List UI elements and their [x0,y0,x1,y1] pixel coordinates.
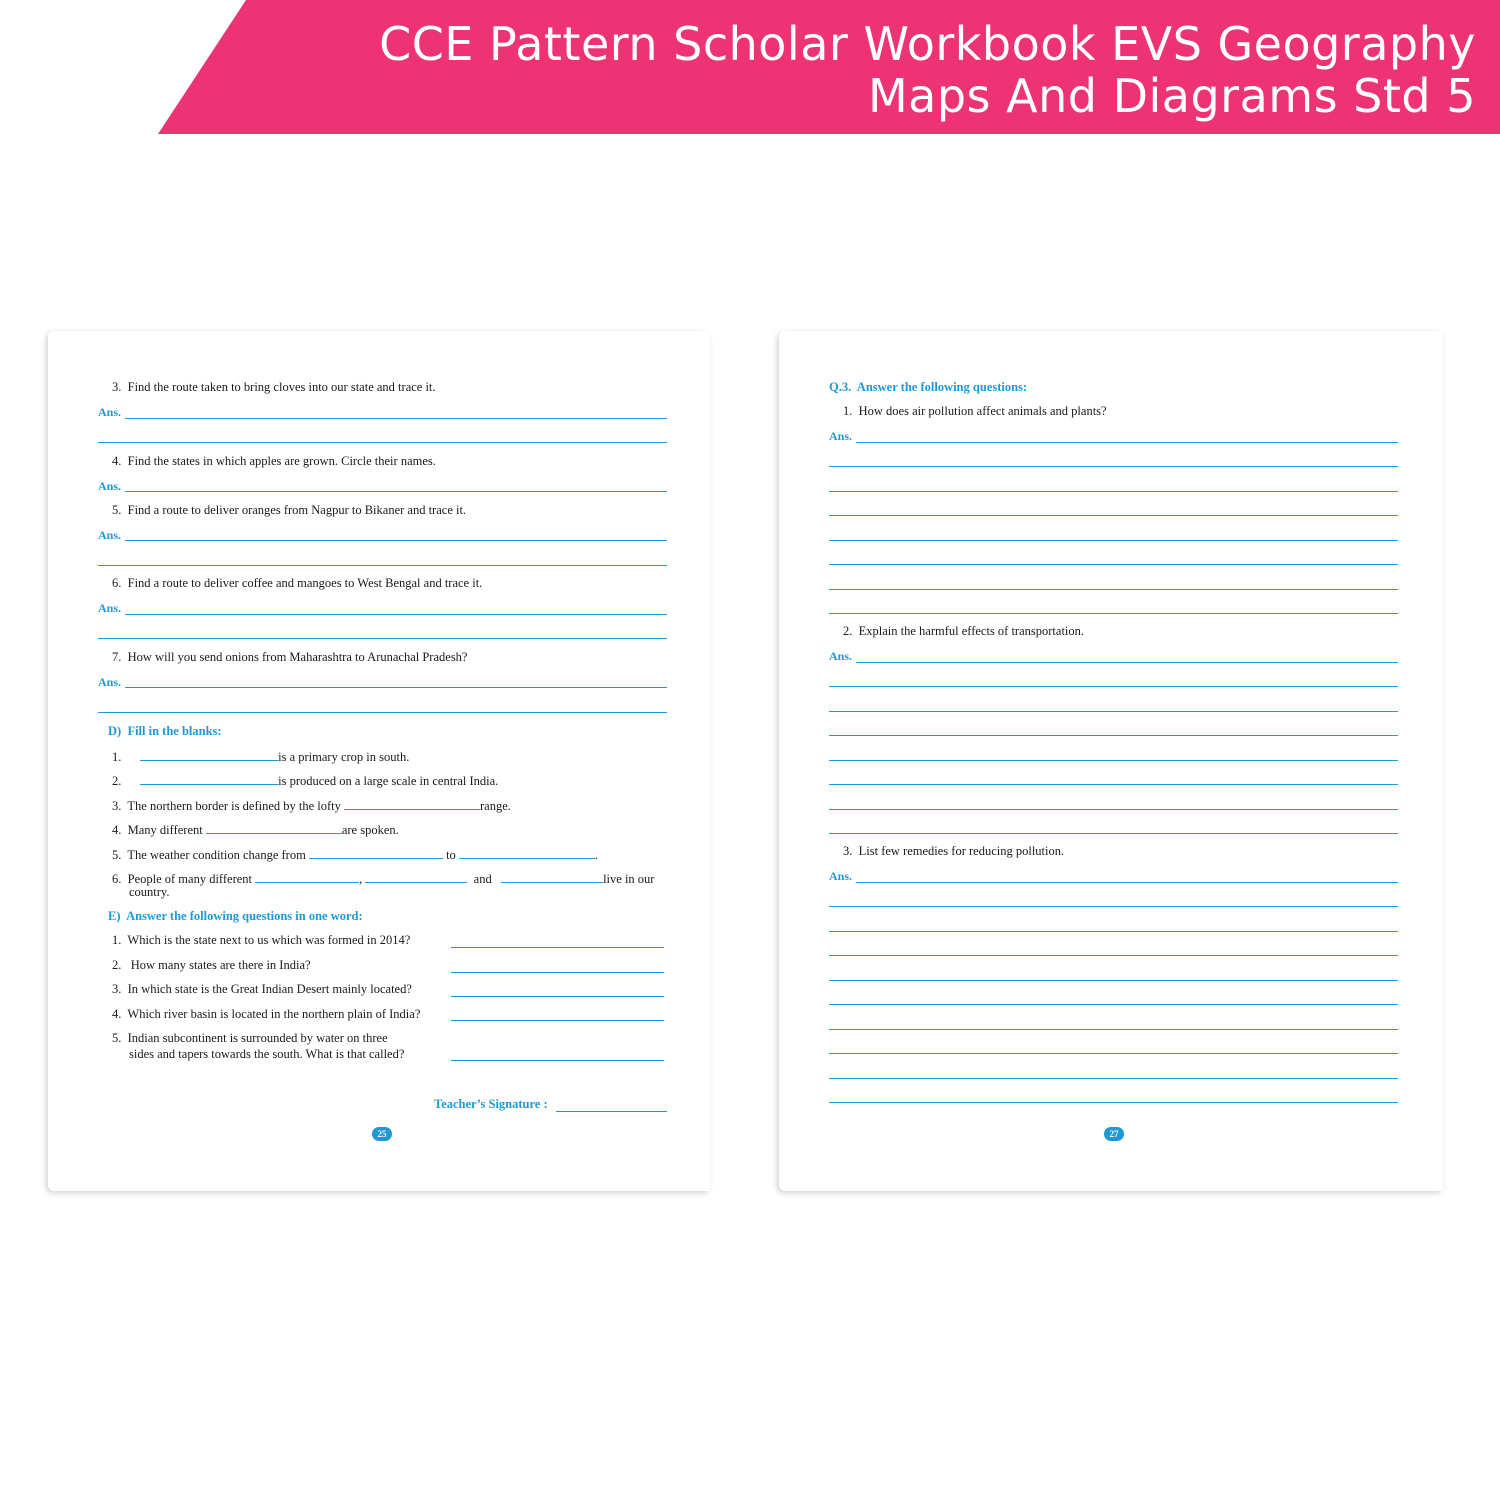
ans-label: Ans. [829,429,853,443]
blank-field[interactable] [140,748,278,761]
answer-line[interactable] [856,662,1398,663]
answer-line[interactable] [98,638,667,639]
item-text: The weather condition change from [127,848,306,862]
question-number: 3. [843,844,853,858]
question-1 [843,404,1107,419]
section-title: Answer the following questions: [856,380,1028,394]
one-word-answer-line[interactable] [451,1060,664,1061]
question-text: Find a route to deliver coffee and mangoes to West Bengal and trace it. [127,576,483,590]
question-number: 3. [112,380,122,394]
question-3 [843,844,1064,859]
answer-line[interactable] [829,589,1398,590]
answer-line[interactable] [98,442,667,443]
answer-line[interactable] [125,687,667,688]
answer-line[interactable] [829,735,1398,736]
answer-line[interactable] [98,565,667,566]
one-word-question-4 [112,1007,420,1022]
answer-line[interactable] [829,613,1398,614]
answer-line[interactable] [829,686,1398,687]
question-number: 4. [112,454,122,468]
item-text: In which state is the Great Indian Desert mainly located? [127,982,412,996]
ans-label: Ans. [98,405,122,419]
banner-title-line-2: Maps And Diagrams Std 5 [867,69,1476,123]
one-word-question-1 [112,933,410,948]
answer-line[interactable] [829,1029,1398,1030]
item-text: range. [480,799,511,813]
item-text: are spoken. [341,823,399,837]
answer-line[interactable] [829,784,1398,785]
teacher-signature-label: Teacher’s Signature : [434,1097,548,1111]
page-number: 25 [372,1127,392,1141]
item-number: 2. [112,958,122,972]
item-text: How many states are there in India? [130,958,311,972]
item-text: live in our [603,872,655,886]
question-text: Explain the harmful effects of transportation. [858,624,1085,638]
one-word-question-5 [112,1031,388,1046]
answer-line[interactable] [829,711,1398,712]
question-number: 1. [843,404,853,418]
question-4 [112,454,436,469]
answer-line[interactable] [829,491,1398,492]
section-label: Q.3. [829,380,852,394]
question-text: Find the states in which apples are grown. Circle their names. [127,454,436,468]
question-number: 2. [843,624,853,638]
answer-line[interactable] [125,491,667,492]
answer-line[interactable] [829,931,1398,932]
answer-line[interactable] [829,760,1398,761]
blank-field[interactable] [344,797,480,810]
item-text: is produced on a large scale in central India. [278,774,499,788]
item-number: 1. [112,750,122,764]
question-text: How does air pollution affect animals and plants? [858,404,1107,418]
question-number: 7. [112,650,122,664]
answer-line[interactable] [829,564,1398,565]
fill-blank-6 [112,870,654,887]
section-e-heading [108,909,363,924]
item-text: The northern border is defined by the lofty [127,799,341,813]
item-text: and [473,872,492,886]
section-title: Fill in the blanks: [127,724,222,738]
item-number: 5. [112,1031,122,1045]
question-2 [843,624,1084,639]
item-text: , [359,872,363,886]
workbook-page-25 [48,331,710,1191]
answer-line[interactable] [856,882,1398,883]
answer-line[interactable] [125,540,667,541]
item-text: Which is the state next to us which was formed in 2014? [127,933,411,947]
item-text: to [446,848,456,862]
page-number: 27 [1104,1127,1124,1141]
fill-blank-6-continuation: country. [129,885,170,899]
item-number: 4. [112,1007,122,1021]
banner-title [176,18,1476,122]
blank-field[interactable] [140,772,278,785]
question-number: 5. [112,503,122,517]
answer-line[interactable] [829,906,1398,907]
one-word-answer-line[interactable] [451,996,664,997]
answer-line[interactable] [829,833,1398,834]
question-6 [112,576,482,591]
fill-blank-4 [112,821,399,838]
answer-line[interactable] [829,980,1398,981]
ans-label: Ans. [98,479,122,493]
question-number: 6. [112,576,122,590]
item-number: 5. [112,848,122,862]
answer-line[interactable] [856,442,1398,443]
item-number: 3. [112,799,122,813]
answer-line[interactable] [98,712,667,713]
item-text: Many different [127,823,203,837]
answer-line[interactable] [829,1102,1398,1103]
blank-field[interactable] [501,870,603,883]
blank-field[interactable] [365,870,467,883]
item-text: Which river basin is located in the northern plain of India? [127,1007,421,1021]
answer-line[interactable] [829,515,1398,516]
item-text: . [594,848,599,862]
item-text: is a primary crop in south. [278,750,410,764]
question-5 [112,503,466,518]
section-title: Answer the following questions in one word: [126,909,363,923]
item-number: 6. [112,872,122,886]
one-word-answer-line[interactable] [451,947,664,948]
ans-label: Ans. [98,675,122,689]
one-word-question-3 [112,982,412,997]
ans-label: Ans. [829,649,853,663]
fill-blank-5 [112,846,598,863]
fill-blank-3 [112,797,511,814]
title-banner [0,0,1500,134]
banner-title-line-1: CCE Pattern Scholar Workbook EVS Geography [379,17,1476,71]
section-label: E) [108,909,121,923]
question-3 [112,380,436,395]
answer-line[interactable] [125,614,667,615]
question-7 [112,650,467,665]
q3-section-heading [829,380,1027,395]
question-text: Find the route taken to bring cloves into our state and trace it. [127,380,436,394]
blank-field[interactable] [255,870,359,883]
fill-blank-1 [112,748,409,765]
teacher-signature-line[interactable] [556,1111,667,1112]
one-word-answer-line[interactable] [451,1020,664,1021]
blank-field[interactable] [459,846,595,859]
answer-line[interactable] [829,955,1398,956]
item-text: People of many different [127,872,253,886]
question-text: Find a route to deliver oranges from Nagpur to Bikaner and trace it. [127,503,467,517]
question-text: List few remedies for reducing pollution. [858,844,1065,858]
item-number: 1. [112,933,122,947]
section-label: D) [108,724,122,738]
answer-line[interactable] [125,418,667,419]
answer-line[interactable] [829,1078,1398,1079]
workbook-page-27 [779,331,1443,1191]
item-number: 4. [112,823,122,837]
answer-line[interactable] [829,1004,1398,1005]
one-word-question-2 [112,958,311,973]
ans-label: Ans. [829,869,853,883]
item-number: 2. [112,774,122,788]
answer-line[interactable] [829,809,1398,810]
one-word-question-5-continuation: sides and tapers towards the south. What is that called? [129,1047,405,1061]
answer-line[interactable] [829,466,1398,467]
section-d-heading [108,724,222,739]
item-text: Indian subcontinent is surrounded by water on three [127,1031,388,1045]
answer-line[interactable] [829,540,1398,541]
ans-label: Ans. [98,601,122,615]
question-text: How will you send onions from Maharashtra to Arunachal Pradesh? [127,650,468,664]
answer-line[interactable] [829,1053,1398,1054]
ans-label: Ans. [98,528,122,542]
blank-field[interactable] [206,821,342,834]
blank-field[interactable] [309,846,443,859]
fill-blank-2 [112,772,498,789]
one-word-answer-line[interactable] [451,972,664,973]
item-number: 3. [112,982,122,996]
